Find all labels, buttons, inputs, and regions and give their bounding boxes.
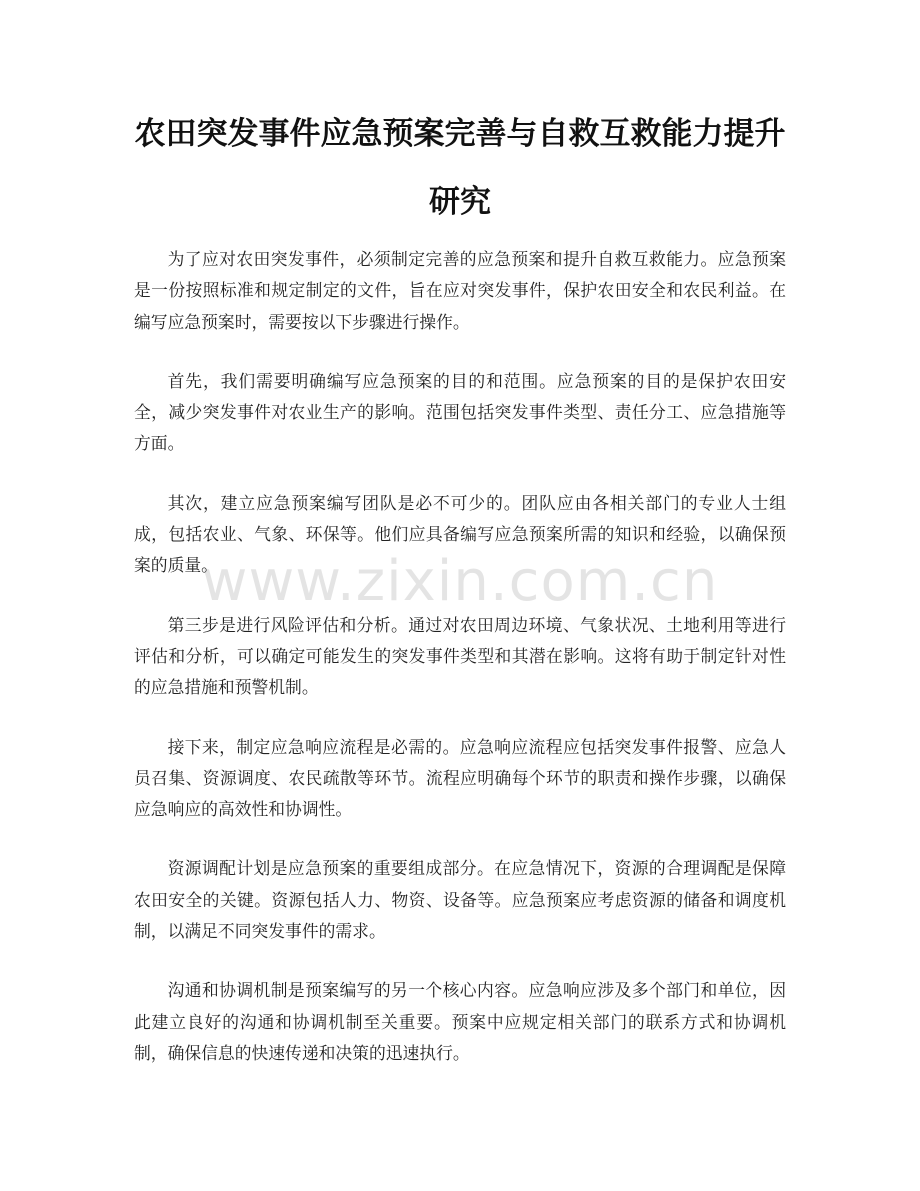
paragraph-2: 首先，我们需要明确编写应急预案的目的和范围。应急预案的目的是保护农田安全，减少突发事件对农业生产的影响。范围包括突发事件类型、责任分工、应急措施等方面。 (134, 370, 786, 454)
paragraph-4: 第三步是进行风险评估和分析。通过对农田周边环境、气象状况、土地利用等进行评估和分析，可以确定可能发生的突发事件类型和其潜在影响。这将有助于制定针对性的应急措施和预警机制。 (134, 614, 786, 698)
paragraph-7: 沟通和协调机制是预案编写的另一个核心内容。应急响应涉及多个部门和单位，因此建立良好的沟通和协调机制至关重要。预案中应规定相关部门的联系方式和协调机制，确保信息的快速传递和决策的迅速执行。 (134, 980, 786, 1063)
watermark: www.zixin.com.cn (201, 549, 719, 614)
paragraph-3: 其次，建立应急预案编写团队是必不可少的。团队应由各相关部门的专业人士组成，包括农业、气象、环保等。他们应具备编写应急预案所需的知识和经验，以确保预案的质量。 (134, 492, 786, 576)
paragraph-6: 资源调配计划是应急预案的重要组成部分。在应急情况下，资源的合理调配是保障农田安全的关键。资源包括人力、物资、设备等。应急预案应考虑资源的储备和调度机制，以满足不同突发事件的需求。 (134, 858, 786, 942)
paragraph-5: 接下来，制定应急响应流程是必需的。应急响应流程应包括突发事件报警、应急人员召集、资源调度、农民疏散等环节。流程应明确每个环节的职责和操作步骤，以确保应急响应的高效性和协调性。 (134, 736, 786, 820)
page-title: 农田突发事件应急预案完善与自救互救能力提升研究 (134, 116, 786, 220)
document-body (134, 244, 786, 1097)
paragraph-1: 为了应对农田突发事件，必须制定完善的应急预案和提升自救互救能力。应急预案是一份按照标准和规定制定的文件，旨在应对突发事件，保护农田安全和农民利益。在编写应急预案时，需要按以下步骤进行操作。 (134, 249, 786, 332)
